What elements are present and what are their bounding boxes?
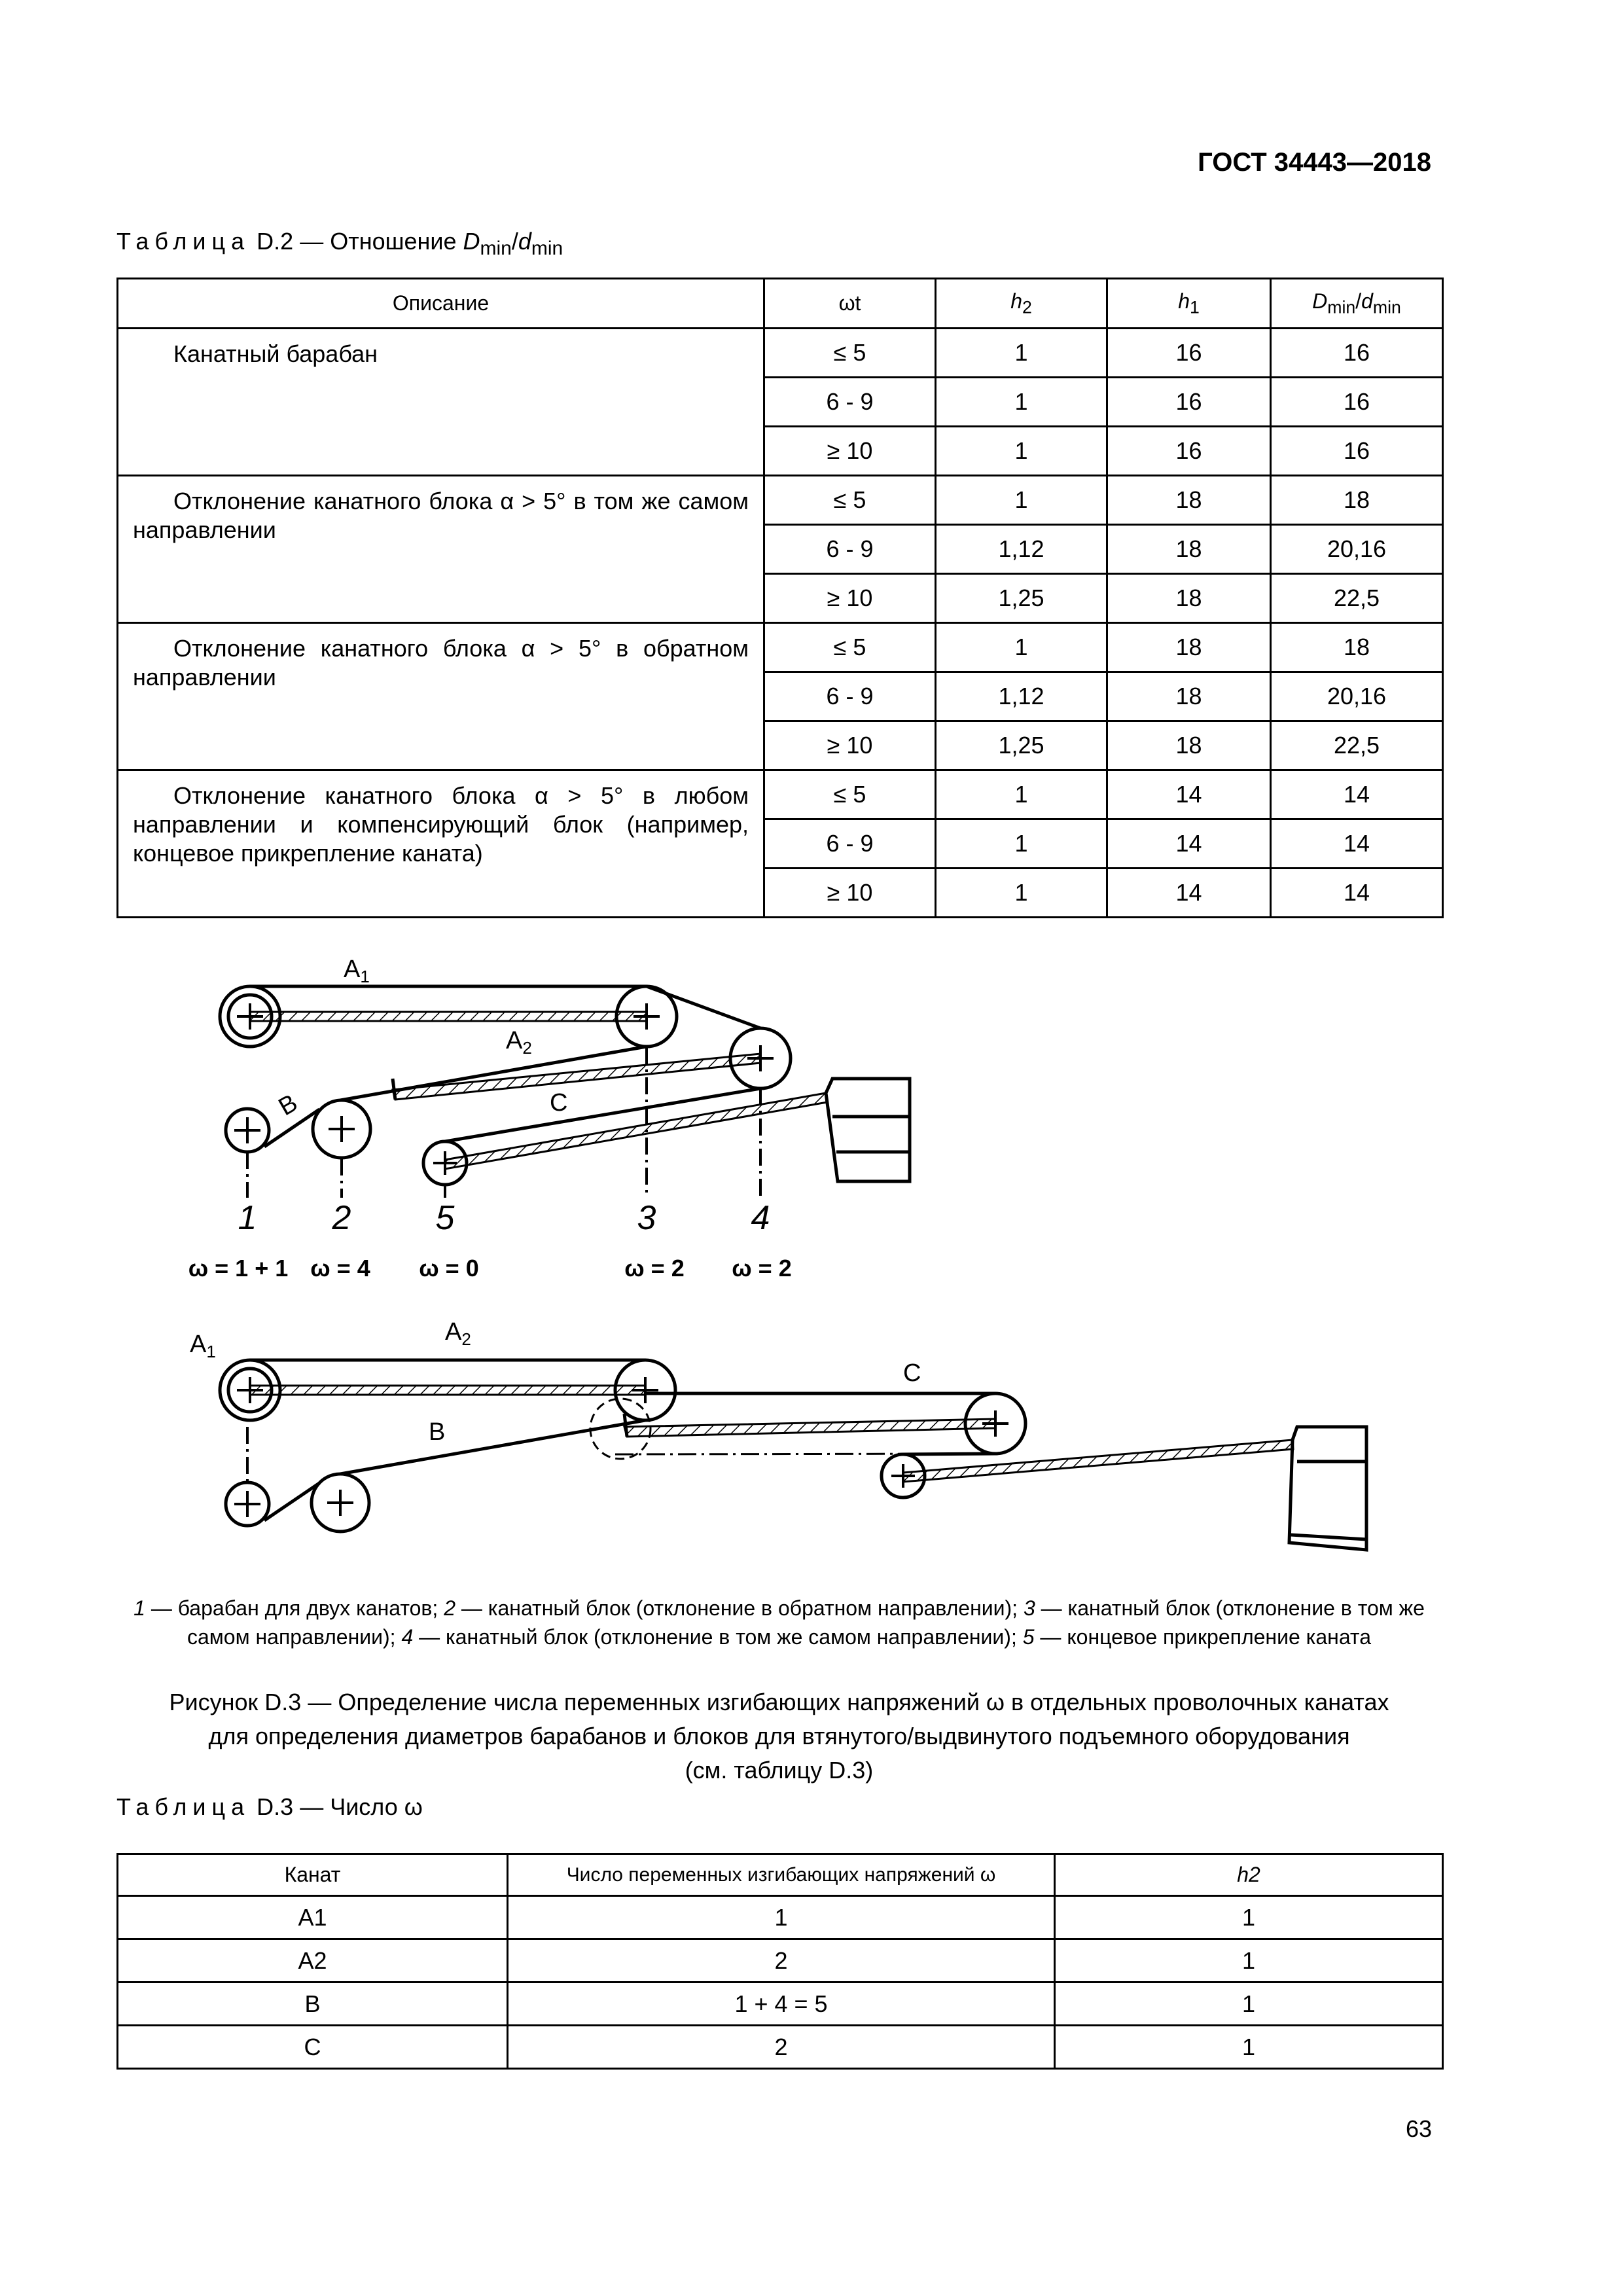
omega-2: ω = 4 [310, 1255, 370, 1282]
cell-count: 2 [508, 1939, 1055, 1982]
cell-ratio: 16 [1271, 329, 1443, 378]
cell-ratio: 16 [1271, 378, 1443, 427]
caption-slash: / [511, 228, 518, 255]
cell-description: Отклонение канатного блока α > 5° в том же самом направлении [118, 476, 764, 623]
label-a2-top: $A_2$ [506, 1027, 532, 1058]
cell-h2: 1,25 [936, 574, 1107, 623]
cell-h2: 1,12 [936, 525, 1107, 574]
cell-count: 2 [508, 2026, 1055, 2069]
figure-legend [116, 1594, 1442, 1651]
cell-h1: 18 [1107, 721, 1271, 770]
label-b-top: B [274, 1089, 302, 1122]
cell-h2: 1 [936, 476, 1107, 525]
load-box-b [1289, 1427, 1366, 1550]
cell-ratio: 18 [1271, 623, 1443, 672]
cell-h2: 1 [936, 378, 1107, 427]
cell-ratio: 16 [1271, 427, 1443, 476]
number-4: 4 [751, 1199, 770, 1237]
legend-number: 3 [1023, 1596, 1035, 1620]
legend-text: — барабан для двух канатов; [145, 1596, 444, 1620]
label-c-bottom: C [903, 1359, 921, 1387]
caption-prefix: Таблица [116, 228, 251, 255]
cell-ratio: 22,5 [1271, 574, 1443, 623]
legend-number: 1 [134, 1596, 145, 1620]
cell-wt: ≥ 10 [764, 869, 936, 918]
omega-1: ω = 1 + 1 [188, 1255, 289, 1282]
col-ratio-slash: / [1355, 289, 1362, 313]
cell-ratio: 18 [1271, 476, 1443, 525]
legend-number: 5 [1022, 1625, 1035, 1649]
cell-h1: 14 [1107, 869, 1271, 918]
cell-h2: 1 [936, 623, 1107, 672]
cell-rope: A2 [118, 1939, 508, 1982]
col-ratio-D: D [1312, 289, 1328, 313]
legend-number: 4 [401, 1625, 414, 1649]
label-b-bottom: B [429, 1418, 446, 1446]
table-row [118, 2026, 1443, 2069]
cell-h1: 16 [1107, 378, 1271, 427]
cell-wt: 6 - 9 [764, 672, 936, 721]
bottom-diagram [220, 1360, 1366, 1550]
caption-number: D.3 [257, 1793, 294, 1820]
col-ratio-d: d [1361, 289, 1373, 313]
cell-h2: 1,25 [936, 721, 1107, 770]
col-h2-letter: h [1010, 289, 1022, 313]
legend-number: 2 [444, 1596, 455, 1620]
label-a2-bottom: $A_2$ [445, 1318, 471, 1349]
rope-b-b2 [340, 1420, 645, 1474]
boom-section-2 [393, 1054, 760, 1100]
caption-number: D.2 [257, 228, 294, 255]
cell-h1: 16 [1107, 427, 1271, 476]
table-d3-caption [116, 1793, 423, 1821]
number-3: 3 [637, 1199, 656, 1237]
cell-rope: C [118, 2026, 508, 2069]
cell-ratio: 20,16 [1271, 525, 1443, 574]
cell-wt: 6 - 9 [764, 378, 936, 427]
cell-wt: ≥ 10 [764, 721, 936, 770]
legend-text: — канатный блок (отклонение в обратном направлении); [455, 1596, 1024, 1620]
cell-h2: 1 [936, 770, 1107, 819]
number-2: 2 [332, 1199, 351, 1237]
cell-h1: 18 [1107, 574, 1271, 623]
col-h1-sub: 1 [1189, 297, 1200, 317]
caption-d: d [518, 228, 531, 255]
cell-ratio: 14 [1271, 770, 1443, 819]
col-h1-letter: h [1178, 289, 1190, 313]
boom-section-1 [250, 1012, 647, 1021]
cell-wt: 6 - 9 [764, 525, 936, 574]
cell-h1: 16 [1107, 329, 1271, 378]
cell-h2: 1 [1055, 2026, 1443, 2069]
top-diagram [220, 986, 910, 1185]
cell-rope: B [118, 1982, 508, 2026]
cell-wt: ≤ 5 [764, 623, 936, 672]
cell-ratio: 14 [1271, 869, 1443, 918]
col-ratio-sub2: min [1372, 297, 1401, 317]
cell-description: Отклонение канатного блока α > 5° в обратном направлении [118, 623, 764, 770]
cell-description: Канатный барабан [118, 329, 764, 476]
figure-caption [116, 1685, 1442, 1787]
table-row [118, 1939, 1443, 1982]
cell-h1: 18 [1107, 476, 1271, 525]
table-row [118, 1982, 1443, 2026]
cell-ratio: 22,5 [1271, 721, 1443, 770]
cell-h2: 1 [1055, 1982, 1443, 2026]
cell-count: 1 [508, 1896, 1055, 1939]
cell-h1: 18 [1107, 623, 1271, 672]
cell-h2: 1 [936, 819, 1107, 869]
cell-wt: ≤ 5 [764, 770, 936, 819]
caption-text: — Отношение [293, 228, 463, 255]
cell-wt: 6 - 9 [764, 819, 936, 869]
cell-rope: A1 [118, 1896, 508, 1939]
cell-wt: ≤ 5 [764, 476, 936, 525]
legend-text: — концевое прикрепление каната [1034, 1625, 1372, 1649]
col-h2: h2 [1055, 1854, 1443, 1896]
cell-h1: 14 [1107, 819, 1271, 869]
col-count: Число переменных изгибающих напряжений ω [508, 1854, 1055, 1896]
caption-min-2: min [531, 238, 563, 260]
caption-prefix: Таблица [116, 1793, 251, 1820]
caption-text: — Число ω [293, 1793, 423, 1820]
cell-wt: ≥ 10 [764, 427, 936, 476]
col-description: Описание [118, 279, 764, 329]
table-row [118, 1896, 1443, 1939]
cell-h2: 1 [936, 869, 1107, 918]
col-rope: Канат [118, 1854, 508, 1896]
label-c-top: C [550, 1089, 568, 1117]
cell-count: 1 + 4 = 5 [508, 1982, 1055, 2026]
omega-5: ω = 0 [419, 1255, 479, 1282]
cell-h2: 1 [1055, 1939, 1443, 1982]
label-a1-top: $A_1$ [344, 956, 370, 986]
label-a1-bottom: $A_1$ [190, 1331, 216, 1361]
rope-a2-top [647, 986, 760, 1028]
col-h2-sub: 2 [1022, 297, 1032, 317]
cell-h2: 1 [1055, 1896, 1443, 1939]
caption-line: для определения диаметров барабанов и блоков для втянутого/выдвинутого подъемного оборудования [208, 1723, 1350, 1749]
page-number: 63 [1405, 2115, 1432, 2142]
cell-h1: 14 [1107, 770, 1271, 819]
col-ratio-sub: min [1327, 297, 1356, 317]
table-header-row [118, 1854, 1443, 1896]
legend-text: — канатный блок (отклонение в том же самом направлении); [413, 1625, 1023, 1649]
cell-h1: 18 [1107, 672, 1271, 721]
table-d3 [116, 1853, 1444, 2070]
top-omegas [188, 1255, 792, 1282]
legend-text: — канатный блок (отклонение в том же самом направлении); [187, 1596, 1425, 1649]
document-standard-number: ГОСТ 34443—2018 [1198, 148, 1431, 177]
cell-h2: 1 [936, 329, 1107, 378]
omega-4: ω = 2 [732, 1255, 792, 1282]
cell-h2: 1 [936, 427, 1107, 476]
omega-3: ω = 2 [624, 1255, 685, 1282]
number-1: 1 [238, 1199, 257, 1237]
cell-h1: 18 [1107, 525, 1271, 574]
number-5: 5 [435, 1199, 455, 1237]
top-numbers [238, 1199, 770, 1237]
col-wt: ωt [764, 279, 936, 329]
load-box [826, 1079, 910, 1181]
caption-line: (см. таблицу D.3) [685, 1757, 874, 1784]
cell-ratio: 20,16 [1271, 672, 1443, 721]
caption-D: D [463, 228, 480, 255]
cell-wt: ≥ 10 [764, 574, 936, 623]
cell-ratio: 14 [1271, 819, 1443, 869]
cell-h2: 1,12 [936, 672, 1107, 721]
cell-description: Отклонение канатного блока α > 5° в любом направлении и компенсирующий блок (например, концевое прикрепление каната) [118, 770, 764, 918]
caption-min: min [480, 238, 512, 260]
caption-line: Рисунок D.3 — Определение числа переменных изгибающих напряжений ω в отдельных проволочных канатах [169, 1689, 1389, 1715]
cell-wt: ≤ 5 [764, 329, 936, 378]
